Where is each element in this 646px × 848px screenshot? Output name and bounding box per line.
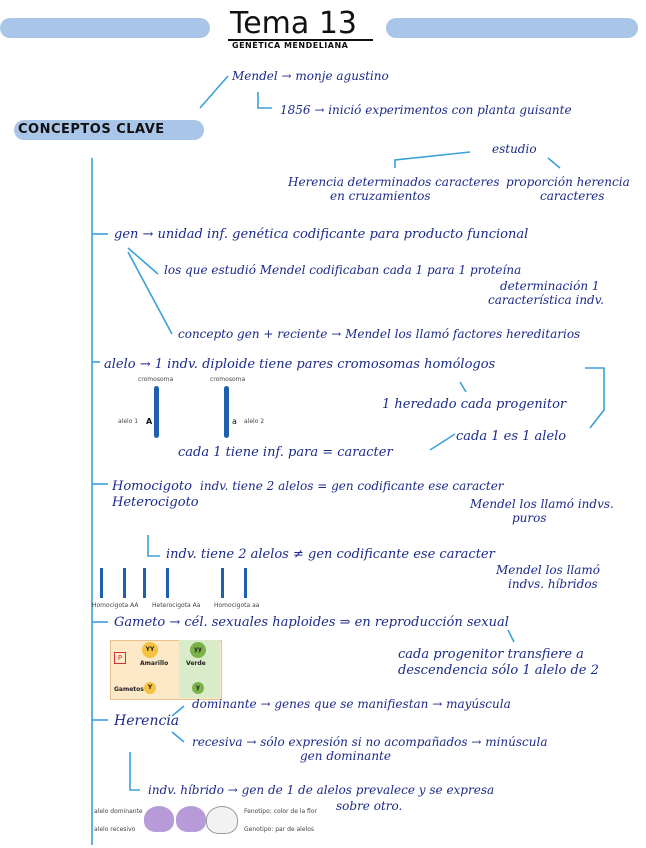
page-title: Tema 13 <box>230 6 358 41</box>
alelo-each: cada 1 es 1 alelo <box>456 429 567 444</box>
alelo-info: cada 1 tiene inf. para = caracter <box>178 445 393 460</box>
herencia-hibrido: indv. híbrido → gen de 1 de alelos prevalece y se expresa <box>148 783 495 797</box>
homo-note-2: puros <box>512 511 547 525</box>
gen-definition: gen → unidad inf. genética codificante para producto funcional <box>114 227 529 242</box>
heterocigoto-title: Heterocigoto <box>112 495 199 510</box>
alelo-definition: alelo → 1 indv. diploide tiene pares cromosomas homólogos <box>104 357 496 372</box>
chromosome-bar-1 <box>154 386 159 438</box>
fig-homo-aa-label: Homocigota aa <box>214 602 260 609</box>
fig-y: y <box>192 682 204 694</box>
chromosome-bar-2 <box>224 386 229 438</box>
gen-det-2: característica indv. <box>488 293 604 307</box>
gen-recent: concepto gen + reciente → Mendel los llamó factores hereditarios <box>178 327 581 341</box>
estudio-left-2: en cruzamientos <box>330 189 431 203</box>
herencia-dominante: dominante → genes que se manifiestan → mayúscula <box>192 697 511 711</box>
fig-hetero-label: Heterocigota Aa <box>152 602 201 609</box>
fig-YY: YY <box>142 642 158 658</box>
fig-allele-1: alelo 1 <box>118 418 139 425</box>
gameto-definition: Gameto → cél. sexuales haploides ⇒ en reproducción sexual <box>114 615 509 630</box>
gen-mendel-note: los que estudió Mendel codificaban cada 1 para 1 proteína <box>164 263 522 277</box>
fig-amarillo: Amarillo <box>140 660 169 667</box>
fig-yy: yy <box>190 642 206 658</box>
fig-verde: Verde <box>186 660 206 667</box>
herencia-title: Herencia <box>114 713 180 729</box>
fig-allele-A: A <box>146 417 153 426</box>
gen-det-1: determinación 1 <box>500 279 600 293</box>
page-subtitle: GENÉTICA MENDELIANA <box>232 41 349 50</box>
herencia-hibrido-2: sobre otro. <box>336 799 403 813</box>
flower-purple-1 <box>144 806 174 832</box>
gameto-note-1: cada progenitor transfiere a <box>398 647 584 662</box>
estudio-right-2: caracteres <box>540 189 605 203</box>
fig-P: P <box>114 652 126 664</box>
gameto-note-2: descendencia sólo 1 alelo de 2 <box>398 663 599 678</box>
fig-recessive-label: alelo recesivo <box>94 826 136 833</box>
herencia-recesiva-2: gen dominante <box>300 749 391 763</box>
title-bar-right <box>386 18 638 38</box>
estudio-left-1: Herencia determinados caracteres <box>288 175 500 189</box>
hetero-note-1: Mendel los llamó <box>496 563 601 577</box>
fig-gametos: Gametos <box>114 686 144 693</box>
fig-genotype: Genotipo: par de alelos <box>244 826 315 833</box>
mendel-line: Mendel → monje agustino <box>232 69 389 83</box>
key-concepts-banner <box>14 120 204 140</box>
hetero-definition: indv. tiene 2 alelos ≠ gen codificante ese caracter <box>166 547 495 562</box>
key-concepts-label: CONCEPTOS CLAVE <box>18 122 165 137</box>
fig-phenotype: Fenotipo: color de la flor <box>244 808 317 815</box>
fig-hetero-Aa <box>143 568 169 598</box>
estudio-label: estudio <box>492 142 537 156</box>
fig-chromosome-1: cromosoma <box>138 376 174 383</box>
fig-homo-aa <box>221 568 247 598</box>
fig-allele-a: a <box>232 417 237 426</box>
fig-Y: Y <box>144 682 156 694</box>
hetero-note-2: indvs. híbridos <box>508 577 598 591</box>
fig-homo-AA <box>100 568 126 598</box>
flower-purple-2 <box>176 806 206 832</box>
fig-allele-2: alelo 2 <box>244 418 265 425</box>
title-bar-left <box>0 18 210 38</box>
alelo-inherited: 1 heredado cada progenitor <box>382 397 567 412</box>
homocigoto-title: Homocigoto <box>112 479 192 494</box>
homo-definition: indv. tiene 2 alelos = gen codificante ese caracter <box>200 479 504 493</box>
estudio-right-1: proporción herencia <box>506 175 630 189</box>
mendel-experiments: 1856 → inició experimentos con planta guisante <box>280 103 572 117</box>
fig-dominant-label: alelo dominante <box>94 808 143 815</box>
homo-note-1: Mendel los llamó indvs. <box>470 497 614 511</box>
fig-homo-AA-label: Homocigota AA <box>92 602 139 609</box>
flower-white <box>206 806 238 834</box>
fig-chromosome-2: cromosoma <box>210 376 246 383</box>
herencia-recesiva: recesiva → sólo expresión si no acompañados → minúscula <box>192 735 548 749</box>
